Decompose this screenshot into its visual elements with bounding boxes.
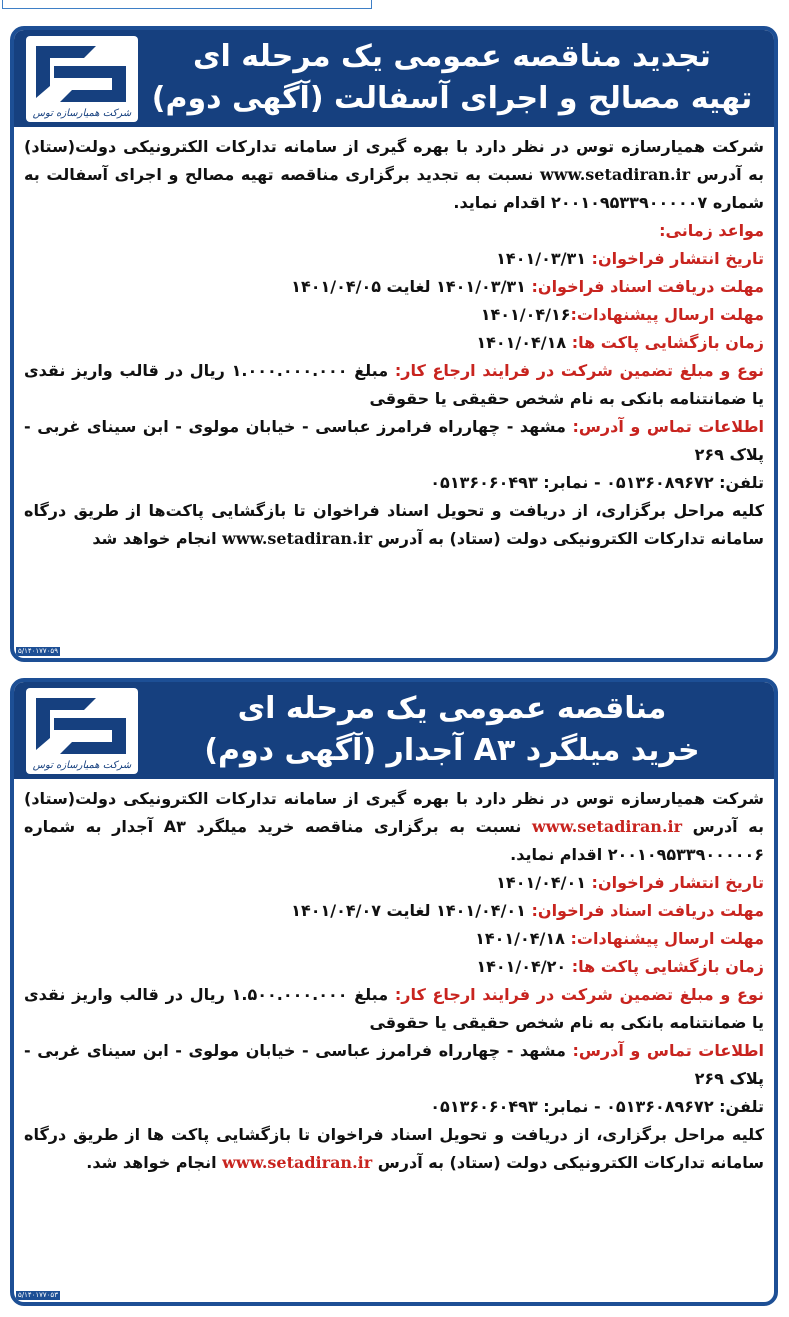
guarantee-info: نوع و مبلغ تضمین شرکت در فرایند ارجاع کار: مبلغ ۱.۵۰۰.۰۰۰.۰۰۰ ریال در قالب واریز نقدی یا ضمانتنامه بانکی به نام شخص حقیقی یا حقوقی — [24, 985, 764, 1032]
opening-date: زمان بازگشایی پاکت ها: ۱۴۰۱/۰۴/۲۰ — [476, 957, 764, 976]
final-paragraph: کلیه مراحل برگزاری، از دریافت و تحویل اسناد فراخوان تا بازگشایی پاکت ها از طریق درگاه سامانه تدارکات الکترونیکی دولت (ستاد) به آدرس www.setadiran.ir انجام خواهد شد. — [24, 1125, 764, 1172]
opening-date: زمان بازگشایی پاکت ها: ۱۴۰۱/۰۴/۱۸ — [476, 333, 764, 352]
ad-title: مناقصه عمومی یک مرحله ای — [237, 691, 667, 726]
intro-paragraph: شرکت همیارسازه توس در نظر دارد با بهره گیری از سامانه تدارکات الکترونیکی دولت(ستاد) به آدرس www.setadiran.ir نسبت به برگزاری مناقصه خرید میلگرد A۳ آجدار به شماره ۲۰۰۱۰۹۵۳۳۹۰۰۰۰۰۶ اقدام نماید. — [24, 789, 764, 864]
logo-mark-icon — [26, 36, 138, 122]
ad-body — [14, 779, 774, 1177]
ad-title: تجدید مناقصه عمومی یک مرحله ای — [193, 39, 711, 74]
contact-info: اطلاعات تماس و آدرس: مشهد - چهارراه فرامرز عباسی - خیابان مولوی - ابن سینای غربی - پلاک ۲۶۹ — [24, 417, 764, 464]
contact-info: اطلاعات تماس و آدرس: مشهد - چهارراه فرامرز عباسی - خیابان مولوی - ابن سینای غربی - پلاک ۲۶۹ — [24, 1041, 764, 1088]
setadiran-link-final[interactable]: www.setadiran.ir — [222, 1153, 373, 1172]
ad-code: ۵/۱۴۰۱۷۷۰۵۳ — [18, 1291, 58, 1299]
setadiran-link-final[interactable]: www.setadiran.ir — [222, 529, 373, 548]
phone-fax: تلفن: ۰۵۱۳۶۰۸۹۶۷۲ - نمابر: ۰۵۱۳۶۰۶۰۴۹۳ — [430, 1097, 764, 1116]
company-logo — [26, 36, 138, 122]
logo-mark-icon — [26, 688, 138, 774]
phone-fax: تلفن: ۰۵۱۳۶۰۸۹۶۷۲ - نمابر: ۰۵۱۳۶۰۶۰۴۹۳ — [430, 473, 764, 492]
submit-deadline: مهلت ارسال پیشنهادات:۱۴۰۱/۰۴/۱۶ — [480, 305, 764, 324]
company-logo — [26, 688, 138, 774]
tender-ad-asphalt — [10, 26, 778, 662]
docs-deadline: مهلت دریافت اسناد فراخوان: ۱۴۰۱/۰۴/۰۱ لغایت ۱۴۰۱/۰۴/۰۷ — [291, 901, 764, 920]
ad-header — [14, 682, 774, 779]
intro-paragraph: شرکت همیارسازه توس در نظر دارد با بهره گیری از سامانه تدارکات الکترونیکی دولت(ستاد) به آدرس www.setadiran.ir نسبت به تجدید برگزاری مناقصه تهیه مصالح و اجرای آسفالت به شماره ۲۰۰۱۰۹۵۳۳۹۰۰۰۰۰۷ اقدام نماید. — [24, 137, 764, 212]
logo-caption: شرکت همیارسازه توس — [32, 760, 132, 771]
final-paragraph: کلیه مراحل برگزاری، از دریافت و تحویل اسناد فراخوان تا بازگشایی پاکت‌ها از طریق درگاه سامانه تدارکات الکترونیکی دولت (ستاد) به آدرس www.setadiran.ir انجام خواهد شد — [24, 501, 764, 548]
publish-date: تاریخ انتشار فراخوان: ۱۴۰۱/۰۴/۰۱ — [496, 873, 764, 892]
tender-ad-rebar — [10, 678, 778, 1306]
ad-subtitle: خرید میلگرد A۳ آجدار (آگهی دوم) — [204, 733, 700, 768]
publish-date: تاریخ انتشار فراخوان: ۱۴۰۱/۰۳/۳۱ — [496, 249, 764, 268]
logo-caption: شرکت همیارسازه توس — [32, 108, 132, 119]
top-reference-code — [2, 0, 372, 9]
ad-body — [14, 127, 774, 553]
ad-subtitle: تهیه مصالح و اجرای آسفالت (آگهی دوم) — [151, 81, 753, 116]
ad-code: ۵/۱۴۰۱۷۷۰۵۹ — [18, 647, 58, 655]
guarantee-info: نوع و مبلغ تضمین شرکت در فرایند ارجاع کار: مبلغ ۱.۰۰۰.۰۰۰.۰۰۰ ریال در قالب واریز نقدی یا ضمانتنامه بانکی به نام شخص حقیقی یا حقوقی — [24, 361, 764, 408]
schedule-heading: مواعد زمانی: — [659, 221, 764, 240]
setadiran-link[interactable]: www.setadiran.ir — [532, 817, 683, 836]
submit-deadline: مهلت ارسال پیشنهادات: ۱۴۰۱/۰۴/۱۸ — [475, 929, 764, 948]
ad-header — [14, 30, 774, 127]
docs-deadline: مهلت دریافت اسناد فراخوان: ۱۴۰۱/۰۳/۳۱ لغایت ۱۴۰۱/۰۴/۰۵ — [291, 277, 764, 296]
setadiran-link[interactable]: www.setadiran.ir — [540, 165, 691, 184]
